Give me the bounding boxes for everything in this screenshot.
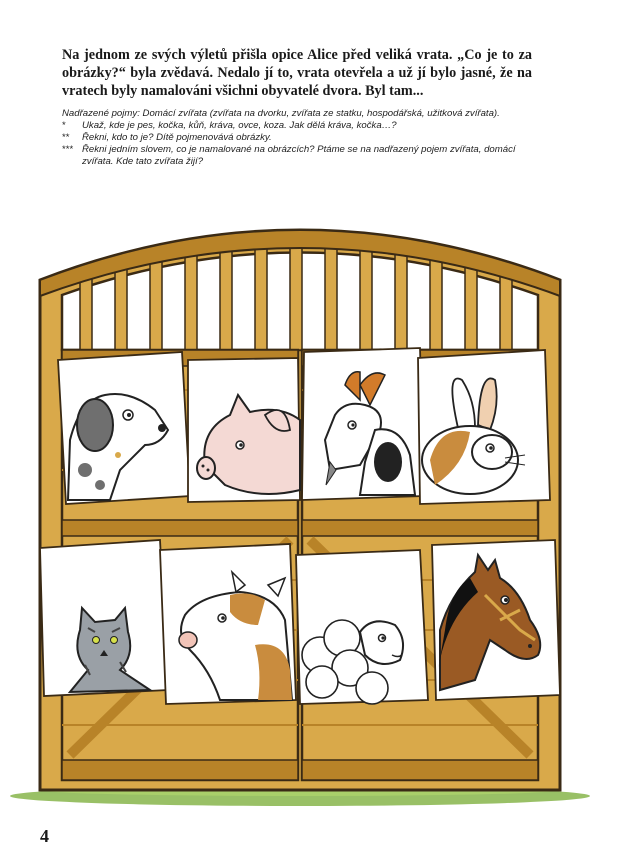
note-item (62, 132, 542, 144)
note-item (62, 120, 542, 132)
note-text: Ukaž, kde je pes, kočka, kůň, kráva, ovce, koza. Jak dělá kráva, kočka…? (82, 120, 397, 131)
page-number: 4 (40, 826, 49, 846)
picture-pig (188, 358, 300, 502)
note-mark: * (62, 120, 66, 131)
teacher-notes (62, 108, 542, 168)
note-text: Řekni jedním slovem, co je namalované na obrázcích? Ptáme se na nadřazený pojem zvířata, domácí zvířata. Kde tato zvířata žijí? (82, 144, 516, 167)
picture-sheep (296, 550, 428, 704)
picture-goat (302, 348, 424, 500)
intro-paragraph: Na jednom ze svých výletů přišla opice Alice před veliká vrata. „Co je to za obrázky?“ byla zvědavá. Nedalo jí to, vrata otevřela a už jí bylo jasné, že na vratech byly namalováni všichni obyvatelé dvora. Byl tam... (62, 47, 532, 99)
notes-intro: Nadřazené pojmy: Domácí zvířata (zvířata na dvorku, zvířata ze statku, hospodářská, užitková zvířata). (62, 108, 500, 119)
picture-cow (160, 544, 296, 704)
note-text: Řekni, kdo to je? Dítě pojmenovává obrázky. (82, 132, 272, 143)
picture-dog (58, 352, 190, 504)
note-mark: ** (62, 132, 70, 143)
note-item (62, 144, 542, 168)
picture-cat (40, 540, 168, 696)
note-mark: *** (62, 144, 74, 155)
picture-rabbit (418, 350, 550, 504)
picture-horse (432, 540, 560, 700)
barn-gate-illustration (0, 200, 620, 810)
